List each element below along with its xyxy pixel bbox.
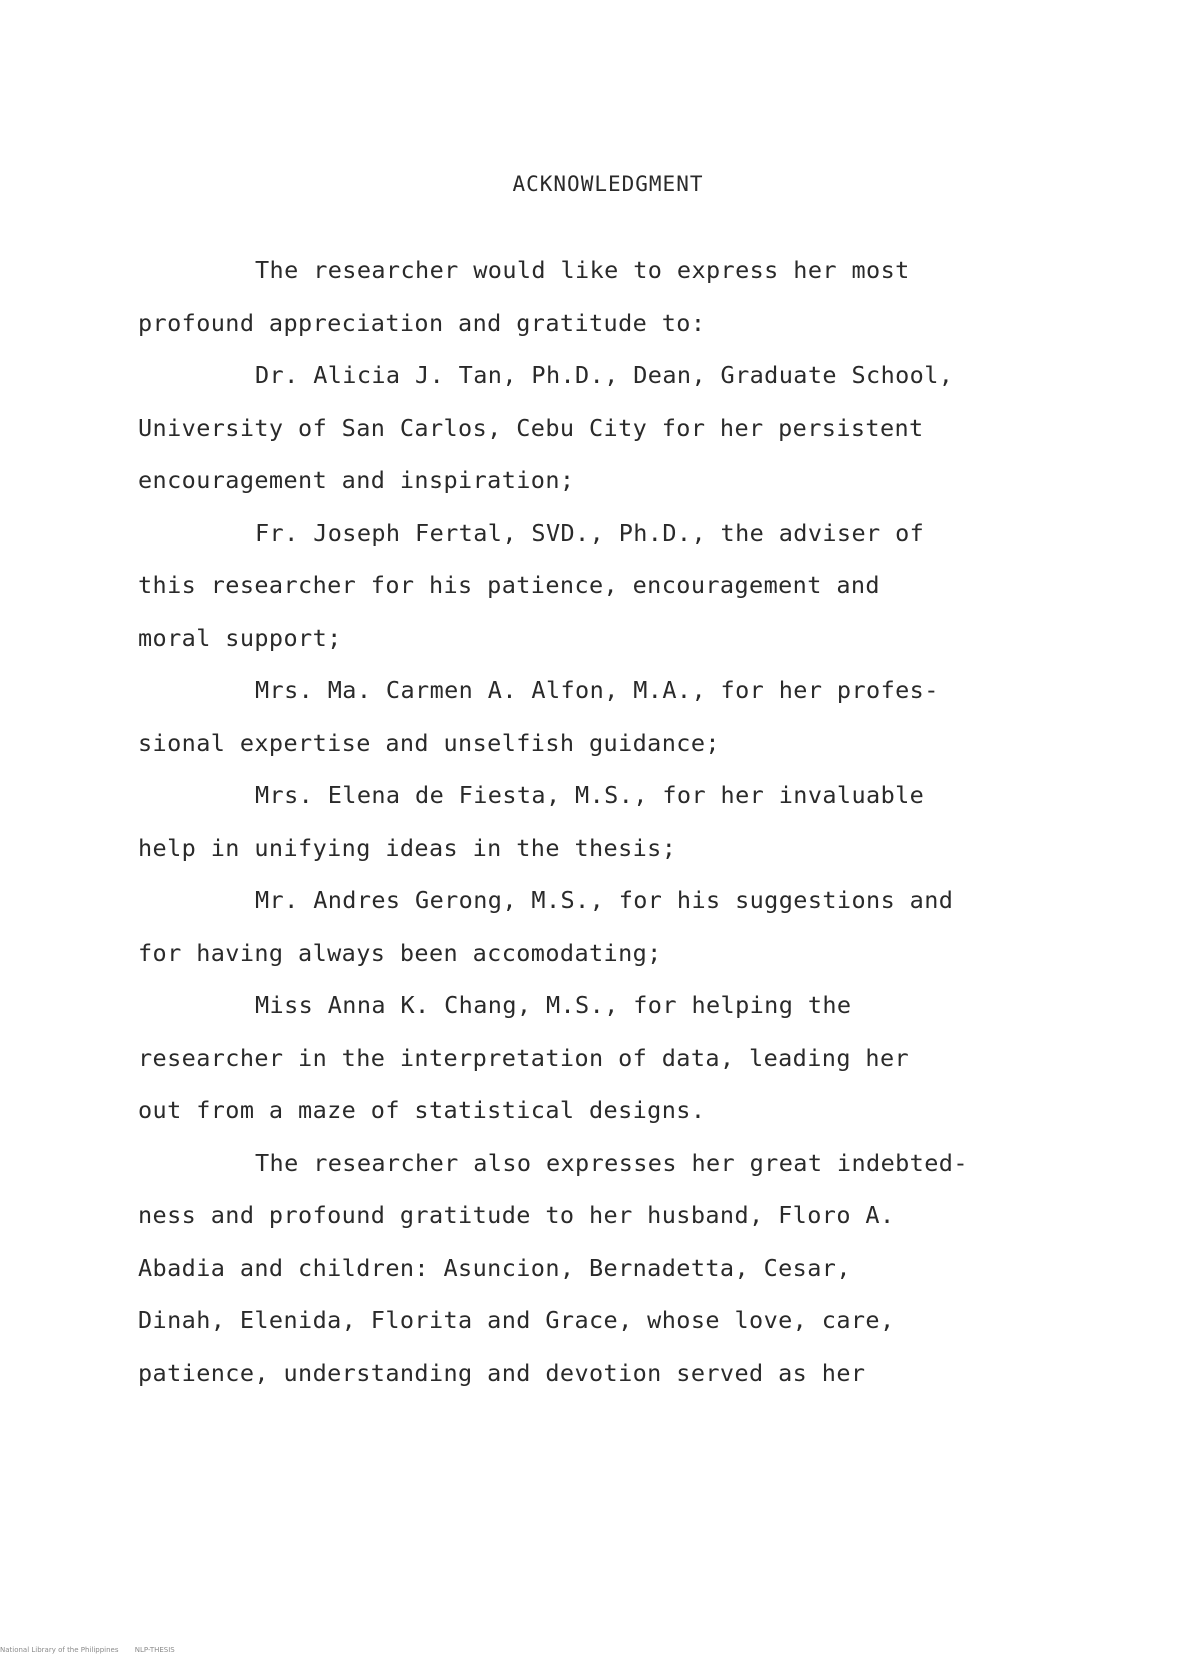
- text-line: Dinah, Elenida, Florita and Grace, whose love, care,: [138, 1306, 895, 1334]
- text-line: profound appreciation and gratitude to:: [138, 308, 706, 337]
- text-line: University of San Carlos, Cebu City for her persistent: [138, 413, 924, 442]
- text-line: Dr. Alicia J. Tan, Ph.D., Dean, Graduate School,: [255, 361, 954, 389]
- text-line: for having always been accomodating;: [138, 938, 662, 967]
- text-line: Fr. Joseph Fertal, SVD., Ph.D., the adviser of: [255, 518, 925, 547]
- text-line: Mr. Andres Gerong, M.S., for his suggestions and: [255, 886, 954, 914]
- archive-footer: [0, 1646, 189, 1654]
- text-line: patience, understanding and devotion served as her: [138, 1358, 866, 1387]
- text-line: Mrs. Ma. Carmen A. Alfon, M.A., for her profes-: [255, 676, 939, 704]
- footer-source: National Library of the Philippines: [0, 1646, 119, 1654]
- text-line: Miss Anna K. Chang, M.S., for helping the: [255, 991, 852, 1019]
- text-line: The researcher also expresses her great indebted-: [255, 1148, 968, 1177]
- text-line: help in unifying ideas in the thesis;: [138, 833, 677, 862]
- text-line: out from a maze of statistical designs.: [138, 1096, 706, 1124]
- text-line: moral support;: [138, 623, 342, 652]
- text-line: this researcher for his patience, encouragement and: [138, 571, 880, 599]
- text-line: Abadia and children: Asuncion, Bernadetta, Cesar,: [138, 1253, 851, 1282]
- text-line: ness and profound gratitude to her husband, Floro A.: [138, 1201, 895, 1229]
- text-line: Mrs. Elena de Fiesta, M.S., for her invaluable: [255, 781, 925, 809]
- text-line: encouragement and inspiration;: [138, 466, 575, 494]
- text-line: The researcher would like to express her most: [255, 256, 910, 284]
- text-line: researcher in the interpretation of data, leading her: [138, 1043, 910, 1072]
- footer-id: NLP-THESIS: [134, 1646, 175, 1654]
- page-title: ACKNOWLEDGMENT: [512, 172, 704, 196]
- text-line: sional expertise and unselfish guidance;: [138, 728, 720, 757]
- acknowledgment-body: [138, 244, 1098, 1399]
